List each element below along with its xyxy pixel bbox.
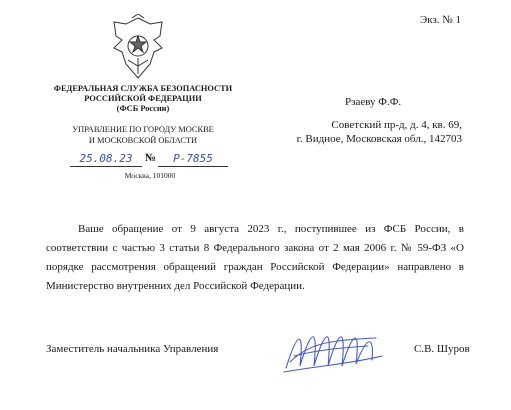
org-line-1: ФЕДЕРАЛЬНАЯ СЛУЖБА БЕЗОПАСНОСТИ — [53, 84, 233, 93]
registration-number-label: № — [145, 152, 157, 164]
fsb-emblem-icon — [110, 14, 166, 84]
handwritten-signature — [278, 320, 388, 380]
dept-line-1: УПРАВЛЕНИЕ ПО ГОРОДУ МОСКВЕ — [72, 125, 214, 134]
registration-date: 25.08.23 — [79, 152, 133, 165]
signatory-name: С.В. Шуров — [414, 343, 470, 355]
address-line-2: г. Видное, Московская обл., 142703 — [296, 133, 462, 145]
org-line-2: РОССИЙСКОЙ ФЕДЕРАЦИИ — [84, 94, 202, 103]
org-line-3: (ФСБ России) — [116, 104, 170, 113]
copy-number: Экз. № 1 — [420, 14, 462, 26]
dept-line-2: И МОСКОВСКОЙ ОБЛАСТИ — [88, 135, 198, 145]
sender-city: Москва, 101000 — [124, 171, 176, 180]
address-line-1: Советский пр-д, д. 4, кв. 69, — [331, 119, 462, 131]
sender-department — [48, 125, 238, 146]
body-paragraph: Ваше обращение от 9 августа 2023 г., поступившее из ФСБ России, в соответствии с частью 3 статьи 8 Федерального закона от 2 мая 2006 г. № 59-ФЗ «О порядке рассмотрения обращений граждан Российской Федерации» направлено в Министерство внутренних дел Российской Федерации. — [46, 223, 464, 292]
signatory-title: Заместитель начальника Управления — [46, 343, 219, 355]
sender-organization — [48, 84, 238, 114]
recipient-address — [272, 118, 462, 146]
registration-line — [70, 152, 230, 170]
registration-date-underline — [70, 166, 142, 167]
registration-number: Р-7855 — [173, 152, 213, 165]
recipient-name: Рзаеву Ф.Ф. — [345, 96, 402, 108]
letter-body — [46, 220, 464, 296]
registration-number-underline — [158, 166, 228, 167]
